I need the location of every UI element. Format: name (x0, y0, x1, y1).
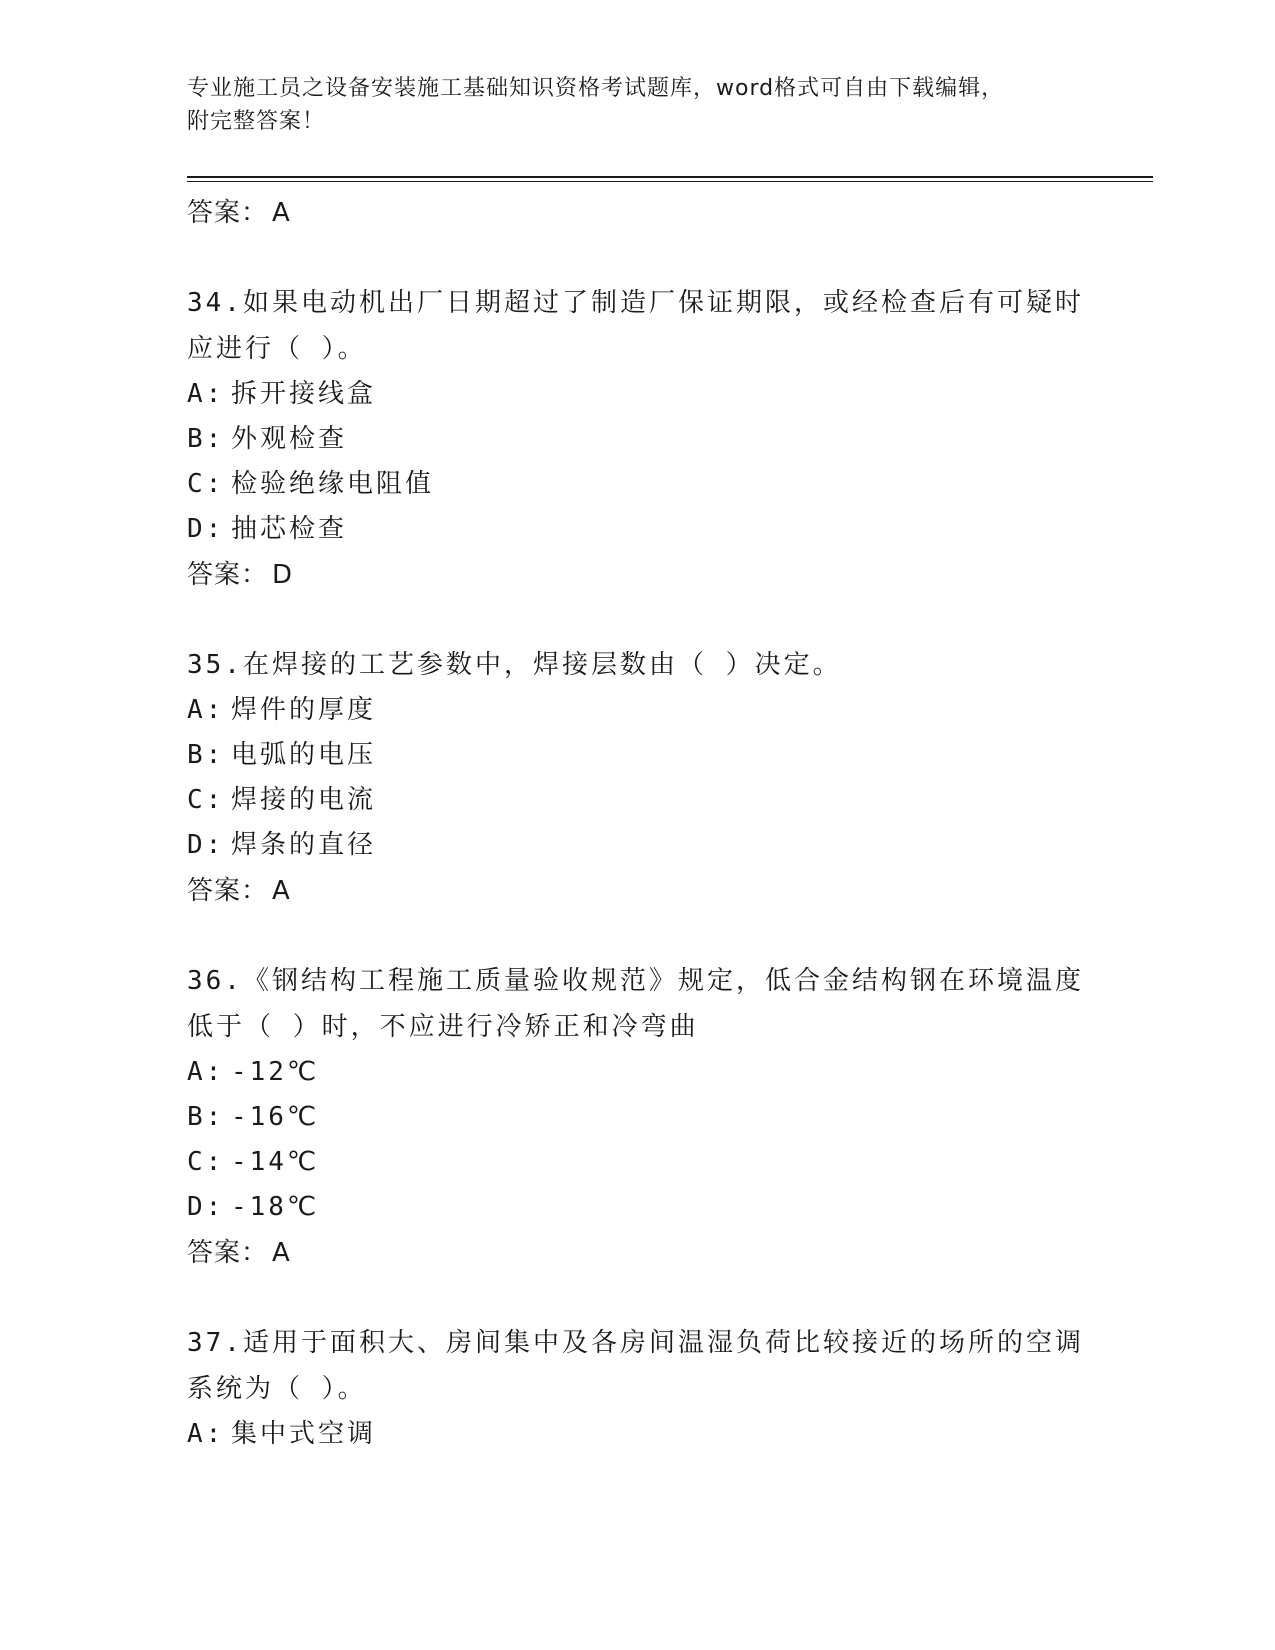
option-text: 检验绝缘电阻值 (231, 469, 435, 499)
question-number: 36. (187, 966, 243, 996)
question-block (187, 280, 1153, 598)
option-b (187, 733, 1153, 778)
option-a (187, 1412, 1153, 1457)
option-d (187, 823, 1153, 868)
option-letter: B: (187, 740, 225, 770)
question-content (187, 190, 1153, 1457)
option-text: 焊接的电流 (231, 785, 377, 815)
option-c (187, 1140, 1153, 1185)
answer-value: A (272, 876, 290, 906)
question-text-line (187, 958, 1153, 1004)
answer-line (187, 1230, 1153, 1276)
answer-label: 答案： (187, 560, 269, 590)
option-text: 抽芯检查 (231, 514, 348, 544)
question-text-line (187, 1004, 1153, 1050)
option-letter: A: (187, 1419, 225, 1449)
option-a (187, 372, 1153, 417)
question-text: 应进行（ ）。 (187, 334, 367, 364)
option-a (187, 688, 1153, 733)
option-letter: B: (187, 424, 225, 454)
option-letter: C: (187, 1147, 225, 1177)
question-text-line (187, 280, 1153, 326)
option-c (187, 778, 1153, 823)
option-d (187, 1185, 1153, 1230)
question-block (187, 642, 1153, 914)
option-letter: A: (187, 379, 225, 409)
option-text: 焊件的厚度 (231, 695, 377, 725)
option-letter: D: (187, 830, 225, 860)
option-d (187, 507, 1153, 552)
question-number: 37. (187, 1328, 243, 1358)
question-text: 系统为（ ）。 (187, 1374, 367, 1404)
question-number: 35. (187, 650, 243, 680)
option-letter: B: (187, 1102, 225, 1132)
spacer (187, 598, 1153, 642)
option-text: 电弧的电压 (231, 740, 377, 770)
spacer (187, 236, 1153, 280)
option-letter: A: (187, 695, 225, 725)
option-letter: D: (187, 514, 225, 544)
answer-line (187, 868, 1153, 914)
option-text: 焊条的直径 (231, 830, 377, 860)
option-letter: C: (187, 469, 225, 499)
question-text-line (187, 1366, 1153, 1412)
question-text: 低于（ ）时，不应进行冷矫正和冷弯曲 (187, 1012, 699, 1042)
option-b (187, 417, 1153, 462)
option-c (187, 462, 1153, 507)
question-text: 在焊接的工艺参数中，焊接层数由（ ）决定。 (242, 650, 842, 680)
header-divider-thin (187, 181, 1153, 182)
option-b (187, 1095, 1153, 1140)
option-text: 拆开接线盒 (231, 379, 377, 409)
question-text-line (187, 642, 1153, 688)
option-text: -12℃ (231, 1057, 320, 1087)
answer-value: D (272, 560, 293, 590)
question-text: 《钢结构工程施工质量验收规范》规定，低合金结构钢在环境温度 (242, 966, 1084, 996)
option-text: -18℃ (231, 1192, 320, 1222)
question-text: 适用于面积大、房间集中及各房间温湿负荷比较接近的场所的空调 (242, 1328, 1084, 1358)
document-header (187, 72, 1087, 138)
question-text: 如果电动机出厂日期超过了制造厂保证期限，或经检查后有可疑时 (242, 288, 1084, 318)
header-divider-thick (187, 176, 1153, 178)
answer-label: 答案： (187, 1238, 269, 1268)
option-text: -16℃ (231, 1102, 320, 1132)
option-text: 外观检查 (231, 424, 348, 454)
answer-line (187, 190, 1153, 236)
answer-label: 答案： (187, 198, 269, 228)
question-block (187, 1320, 1153, 1457)
question-block (187, 958, 1153, 1276)
option-letter: A: (187, 1057, 225, 1087)
spacer (187, 914, 1153, 958)
question-text-line (187, 326, 1153, 372)
answer-value: A (272, 1238, 290, 1268)
question-number: 34. (187, 288, 243, 318)
answer-value: A (272, 198, 290, 228)
header-line-1: 专业施工员之设备安装施工基础知识资格考试题库，word格式可自由下载编辑， (187, 76, 1005, 101)
answer-label: 答案： (187, 876, 269, 906)
option-letter: C: (187, 785, 225, 815)
question-text-line (187, 1320, 1153, 1366)
option-a (187, 1050, 1153, 1095)
option-letter: D: (187, 1192, 225, 1222)
option-text: -14℃ (231, 1147, 320, 1177)
spacer (187, 1276, 1153, 1320)
option-text: 集中式空调 (231, 1419, 377, 1449)
answer-line (187, 552, 1153, 598)
header-line-2: 附完整答案！ (187, 109, 326, 134)
